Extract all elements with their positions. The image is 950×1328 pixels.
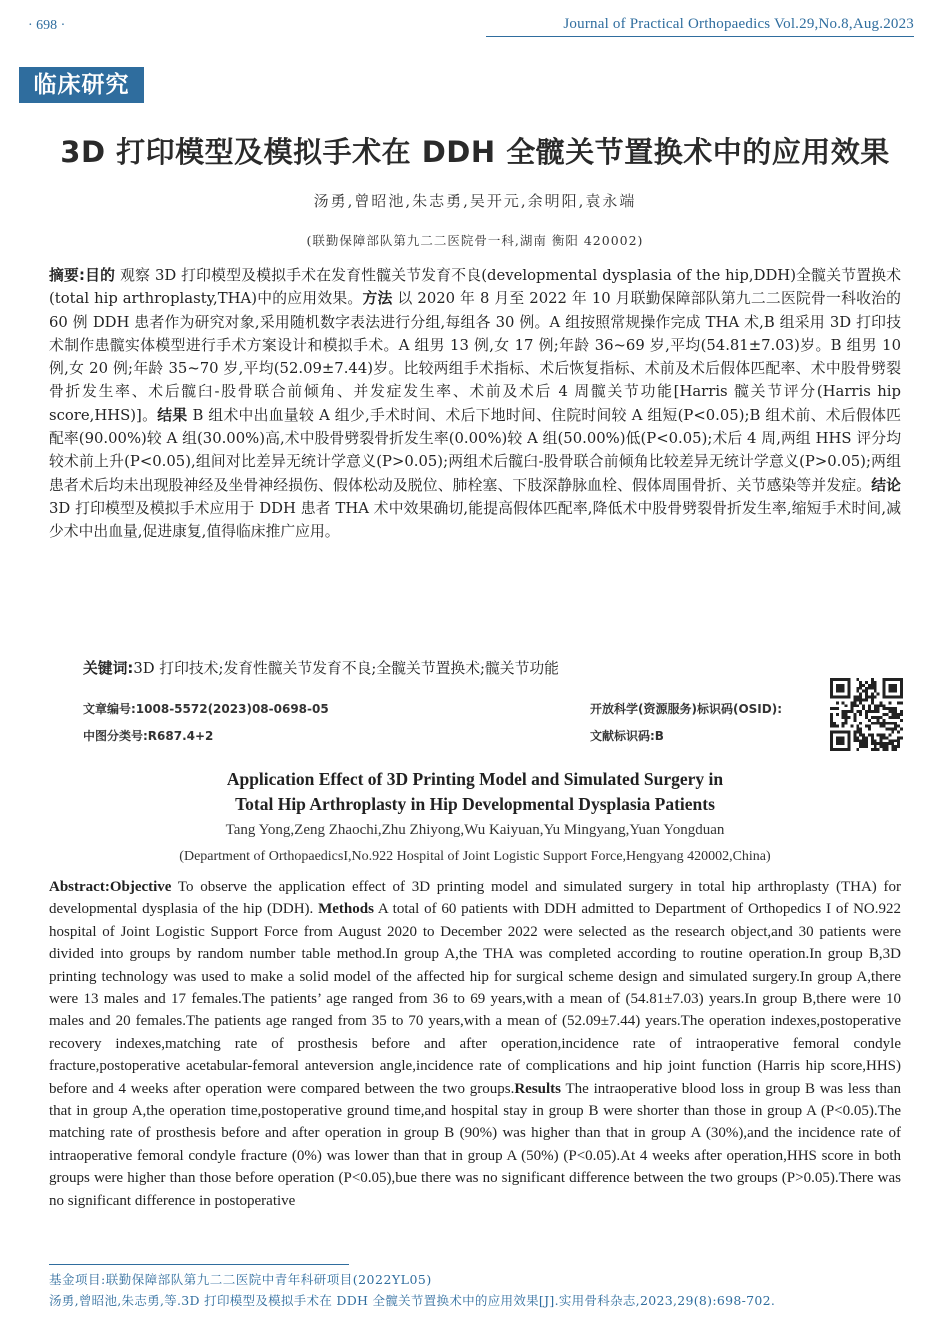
objective-label-en: Objective <box>109 879 172 895</box>
objective-text-en: To observe the application effect of 3D printing model and simulated surgery in total hip arthroplasty (THA) for developmental dysplasia of the hip (DDH). <box>49 879 901 918</box>
results-text-cn: B 组术中出血量较 A 组少,手术时间、术后下地时间、住院时间较 A 组短(P<0.05);B 组术前、术后假体匹配率(90.00%)较 A 组(30.00%)高,术中股骨劈裂骨折发生率(0.00%)较 A 组(50.00%)低(P<0.05);术后 4 周,两组 HHS 评分均较术前上升(P<0.05),组间对比差异无统计学意义(P>0.05);两组术后髋臼-股骨联合前倾角比较差异无统计学意义(P>0.05);两组患者术后均未出现股神经及坐骨神经损伤、假体松动及脱位、肺栓塞、下肢深静脉血栓、假体周围骨折、关节感染等并发症。 <box>49 406 901 494</box>
authors-cn: 汤勇,曾昭池,朱志勇,吴开元,余明阳,袁永端 <box>313 192 637 210</box>
keywords-label-cn: 关键词: <box>83 660 134 677</box>
page-number: · 698 · <box>28 18 66 33</box>
methods-text-en: A total of 60 patients with DDH admitted to Department of Orthopedics I of NO.922 hospital of Joint Logistic Support Force from August 2020 to December 2022 were selected as the research object,and 30 patients were divided into groups by random number table method.In group A,the THA was completed according to routine operation.In group B,3D printing technology was used to make a solid model of the affected hip for surgical scheme design and simulated surgery.In group A,there were 13 males and 17 females.The patients’ age ranged from 36 to 69 years,with a mean of (54.81±7.03) years.In group B,there were 10 males and 20 females.The patients age ranged from 35 to 70 years,with a mean of (52.09±7.44) years.The operation indexes,postoperative recovery indexes,matching rate of prosthesis before and after operation,incidence rate of intraoperative femoral condyle fracture,postoperative acetabular-femoral anteversion angle,incidence rate of complications and hip joint function (Harris hip score,HHS) before and 4 weeks after operation were compared between the two groups. <box>49 901 902 1097</box>
keywords-cn <box>83 657 559 678</box>
article-title-cn: 3D 打印模型及模拟手术在 DDH 全髋关节置换术中的应用效果 <box>60 135 890 169</box>
affiliation-en: (Department of OrthopaedicsI,No.922 Hospital of Joint Logistic Support Force,Hengyang 420002,China) <box>179 849 771 864</box>
citation-note: 汤勇,曾昭池,朱志勇,等.3D 打印模型及模拟手术在 DDH 全髋关节置换术中的应用效果[J].实用骨科杂志,2023,29(8):698-702. <box>49 1293 776 1308</box>
header-rule <box>486 36 914 37</box>
results-label-en: Results <box>514 1080 561 1097</box>
qr-code-icon[interactable] <box>830 678 903 751</box>
footnote-rule <box>49 1264 349 1265</box>
objective-label-cn: 目的 <box>84 267 116 284</box>
abstract-en <box>49 876 901 1212</box>
methods-text-cn: 以 2020 年 8 月至 2022 年 10 月联勤保障部队第九二二医院骨一科收治的 60 例 DDH 患者作为研究对象,采用随机数字表法进行分组,每组各 30 例。A 组按照常规操作完成 THA 术,B 组采用 3D 打印技术制作患髋实体模型进行手术方案设计和模拟手术。A 组男 13 例,女 17 例;年龄 36~69 岁,平均(54.81±7.03)岁。B 组男 10 例,女 20 例;年龄 35~70 岁,平均(52.09±7.44)岁。比较两组手术指标、术后恢复指标、术前及术后假体匹配率、术中股骨劈裂骨折发生率、术后髋臼-股骨联合前倾角、并发症发生率、术前及术后 4 周髋关节功能[Harris 髋关节评分(Harris hip score,HHS)]。 <box>49 290 901 424</box>
conclusion-label-cn: 结论 <box>871 476 901 494</box>
abstract-label-en: Abstract: <box>49 879 110 895</box>
fund-note: 基金项目:联勤保障部队第九二二医院中青年科研项目(2022YL05) <box>49 1272 432 1287</box>
journal-citation: Journal of Practical Orthopaedics Vol.29,No.8,Aug.2023 <box>563 16 914 32</box>
title-en-line2: Total Hip Arthroplasty in Hip Developmental Dysplasia Patients <box>235 794 715 814</box>
results-text-en: The intraoperative blood loss in group B was less than that in group A,the operation time,postoperative ground time,and hospital stay in group B were shorter than those in group A (P<0.05).The matching rate of prosthesis before and after operation in group B (90%) was higher than that in group A (30%),and the incidence rate of intraoperative femoral condyle fracture (0%) was lower than that in group A (50%) (P<0.05).At 4 weeks after operation,HHS score in both groups were higher than those before operation (P<0.05),bue there was no significant difference between the two groups (P>0.05).There was no significant difference in postoperative <box>49 1080 901 1209</box>
osid-label: 开放科学(资源服务)标识码(OSID): <box>590 702 783 716</box>
authors-en: Tang Yong,Zeng Zhaochi,Zhu Zhiyong,Wu Kaiyuan,Yu Mingyang,Yuan Yongduan <box>225 822 725 838</box>
keywords-text-cn: 3D 打印技术;发育性髋关节发育不良;全髋关节置换术;髋关节功能 <box>133 660 559 677</box>
clc-number: 中图分类号:R687.4+2 <box>83 729 214 743</box>
article-number: 文章编号:1008-5572(2023)08-0698-05 <box>83 702 329 716</box>
title-en-line1: Application Effect of 3D Printing Model and Simulated Surgery in <box>226 769 724 789</box>
abstract-cn <box>49 264 901 544</box>
document-code: 文献标识码:B <box>590 729 664 743</box>
methods-label-cn: 方法 <box>362 290 393 308</box>
affiliation-cn: (联勤保障部队第九二二医院骨一科,湖南 衡阳 420002) <box>306 233 644 248</box>
article-title-en <box>0 767 950 817</box>
running-header <box>28 14 914 40</box>
abstract-label-cn: 摘要: <box>49 267 85 284</box>
results-label-cn: 结果 <box>157 406 188 424</box>
methods-label-en: Methods <box>318 901 374 918</box>
objective-text-cn: 观察 3D 打印模型及模拟手术在发育性髋关节发育不良(developmental dysplasia of the hip,DDH)全髋关节置换术(total hip arthroplasty,THA)中的应用效果。 <box>49 267 901 308</box>
conclusion-text-cn: 3D 打印模型及模拟手术应用于 DDH 患者 THA 术中效果确切,能提高假体匹配率,降低术中股骨劈裂骨折发生率,缩短手术时间,减少术中出血量,促进康复,值得临床推广应用。 <box>49 499 901 541</box>
section-badge: 临床研究 <box>19 67 144 103</box>
